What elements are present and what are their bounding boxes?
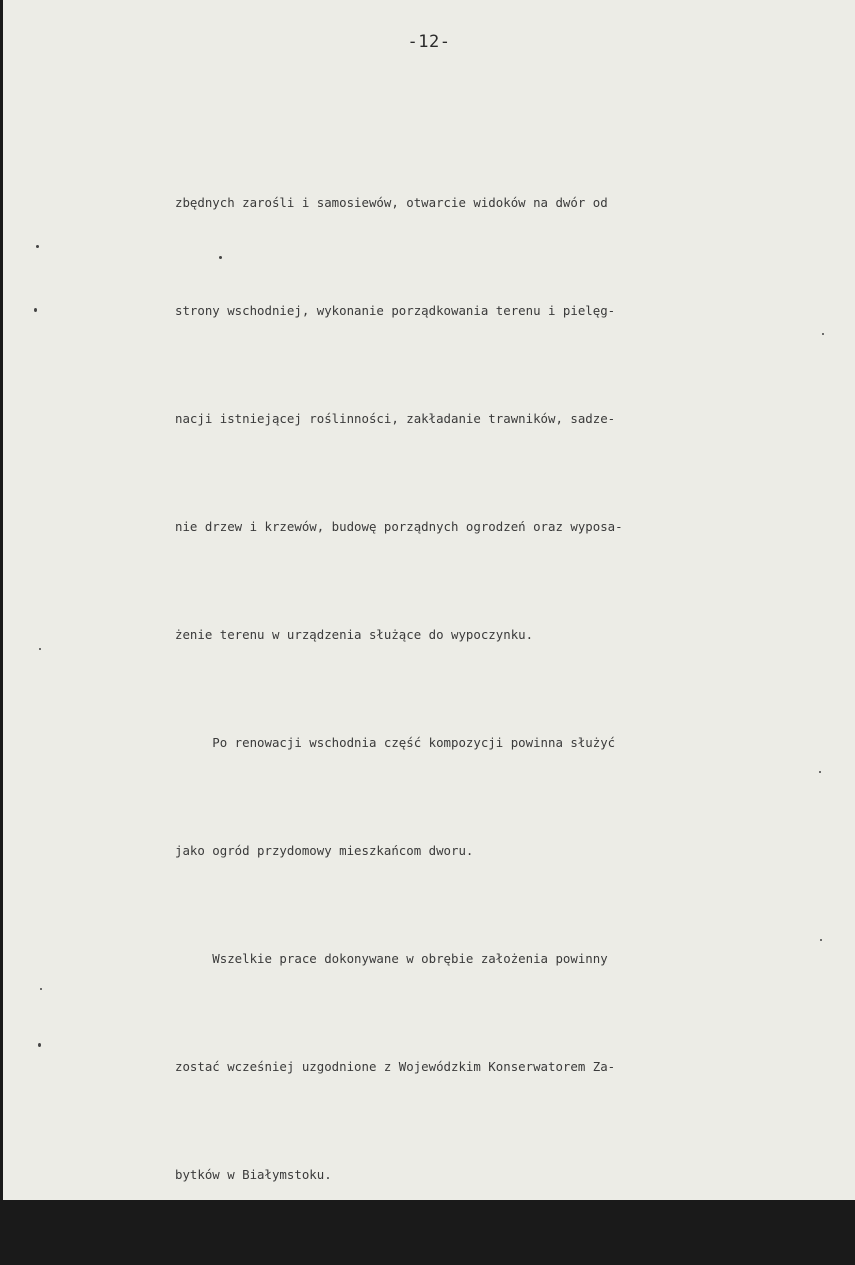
text-line: zbędnych zarośli i samosiewów, otwarcie widoków na dwór od — [175, 195, 608, 210]
text-line: nie drzew i krzewów, budowę porządnych ogrodzeń oraz wyposa- — [175, 519, 623, 534]
text-line: żenie terenu w urządzenia służące do wypoczynku. — [175, 627, 534, 642]
text-line: Wszelkie prace dokonywane w obrębie założenia powinny — [175, 951, 608, 966]
scan-speck — [36, 245, 39, 248]
scan-speck — [39, 648, 41, 650]
text-line: nacji istniejącej roślinności, zakładanie trawników, sadze- — [175, 411, 616, 426]
scan-speck — [34, 308, 37, 312]
document-page — [3, 0, 855, 1200]
scan-speck — [820, 939, 822, 941]
scan-speck — [219, 256, 222, 259]
typed-body-text — [175, 113, 815, 1265]
scan-speck — [40, 988, 42, 990]
text-line: bytków w Białymstoku. — [175, 1167, 332, 1182]
text-line: zostać wcześniej uzgodnione z Wojewódzkim Konserwatorem Za- — [175, 1059, 616, 1074]
text-line: strony wschodniej, wykonanie porządkowania terenu i pielęg- — [175, 303, 616, 318]
text-line: Po renowacji wschodnia część kompozycji powinna służyć — [175, 735, 616, 750]
text-line: jako ogród przydomowy mieszkańcom dworu. — [175, 843, 474, 858]
scan-speck — [38, 1043, 41, 1047]
scan-speck — [822, 333, 824, 335]
page-number: -12- — [407, 32, 451, 52]
scan-speck — [819, 771, 821, 773]
